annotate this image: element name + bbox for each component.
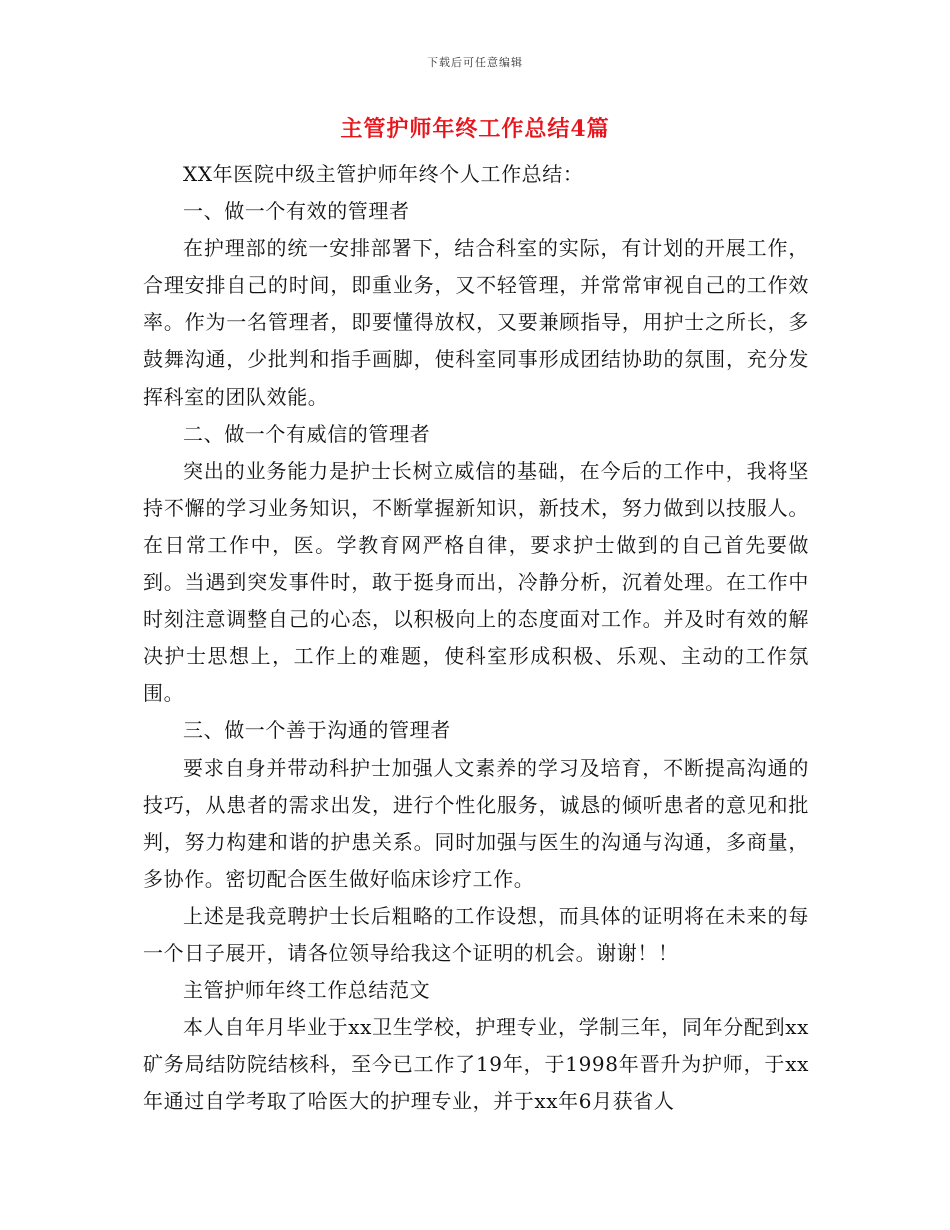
section-heading-1: 一、做一个有效的管理者 xyxy=(183,199,410,224)
paragraph-closing: 上述是我竞聘护士长后粗略的工作设想，而具体的证明将在未来的每一个日子展开，请各位领导给我这个证明的机会。谢谢！！ xyxy=(143,903,809,965)
section-heading-2: 二、做一个有威信的管理者 xyxy=(183,421,431,446)
paragraph-1: 在护理部的统一安排部署下，结合科室的实际，有计划的开展工作，合理安排自己的时间，即重业务，又不轻管理，并常常审视自己的工作效率。作为一名管理者，即要懂得放权，又要兼顾指导，用护士之所长，多鼓舞沟通，少批判和指手画脚，使科室同事形成团结协助的氛围，充分发挥科室的团队效能。 xyxy=(143,236,809,409)
document-body xyxy=(143,156,809,1120)
document-title: 主管护师年终工作总结4篇 xyxy=(340,116,610,142)
subheading-sample: 主管护师年终工作总结范文 xyxy=(183,978,431,1003)
paragraph-3: 要求自身并带动科护士加强人文素养的学习及培育，不断提高沟通的技巧，从患者的需求出发，进行个性化服务，诚恳的倾听患者的意见和批判，努力构建和谐的护患关系。同时加强与医生的沟通与沟通，多商量，多协作。密切配合医生做好临床诊疗工作。 xyxy=(143,755,809,891)
paragraph-intro: XX年医院中级主管护师年终个人工作总结： xyxy=(183,162,584,186)
paragraph-sample: 本人自年月毕业于xx卫生学校，护理专业，学制三年，同年分配到xx矿务局结防院结核科，至今已工作了19年，于1998年晋升为护师，于xx年通过自学考取了哈医大的护理专业，并于xx年6月获省人 xyxy=(143,1015,809,1114)
header-note: 下载后可任意编辑 xyxy=(427,56,523,69)
paragraph-2: 突出的业务能力是护士长树立威信的基础，在今后的工作中，我将坚持不懈的学习业务知识，不断掌握新知识，新技术，努力做到以技服人。在日常工作中，医。学教育网严格自律，要求护士做到的自己首先要做到。当遇到突发事件时，敢于挺身而出，冷静分析，沉着处理。在工作中时刻注意调整自己的心态，以积极向上的态度面对工作。并及时有效的解决护士思想上，工作上的难题，使科室形成积极、乐观、主动的工作氛围。 xyxy=(143,458,809,706)
section-heading-3: 三、做一个善于沟通的管理者 xyxy=(183,718,451,743)
